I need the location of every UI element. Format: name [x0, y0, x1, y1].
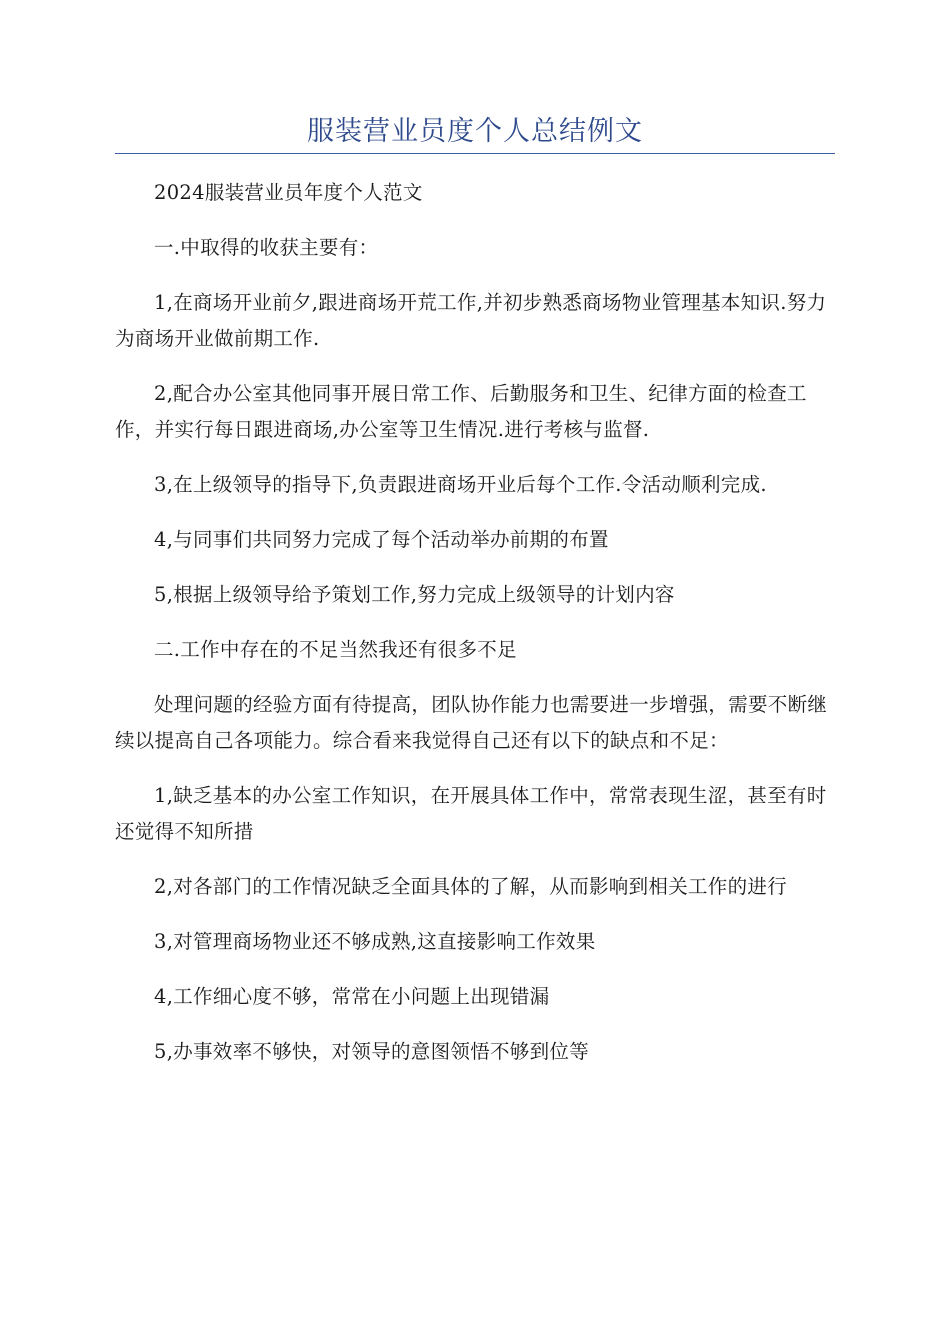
paragraph-gain-5: 5,根据上级领导给予策划工作,努力完成上级领导的计划内容 — [154, 583, 675, 606]
document-title: 服装营业员度个人总结例文 — [307, 116, 643, 147]
paragraph-shortcoming-1: 1,缺乏基本的办公室工作知识，在开展具体工作中，常常表现生涩，甚至有时还觉得不知所措 — [115, 784, 827, 843]
paragraph-gain-3: 3,在上级领导的指导下,负责跟进商场开业后每个工作.令活动顺利完成. — [154, 473, 767, 496]
paragraph-gain-2: 2,配合办公室其他同事开展日常工作、后勤服务和卫生、纪律方面的检查工作，并实行每日跟进商场,办公室等卫生情况.进行考核与监督. — [115, 382, 807, 441]
paragraph-gain-4: 4,与同事们共同努力完成了每个活动举办前期的布置 — [154, 528, 609, 551]
title-underline — [115, 153, 835, 154]
paragraph-shortcoming-5: 5,办事效率不够快，对领导的意图领悟不够到位等 — [154, 1040, 590, 1063]
paragraph-shortcomings-intro: 处理问题的经验方面有待提高，团队协作能力也需要进一步增强，需要不断继续以提高自己各项能力。综合看来我觉得自己还有以下的缺点和不足： — [115, 693, 828, 752]
paragraph-gain-1: 1,在商场开业前夕,跟进商场开荒工作,并初步熟悉商场物业管理基本知识.努力为商场开业做前期工作. — [115, 291, 827, 350]
paragraph-shortcoming-3: 3,对管理商场物业还不够成熟,这直接影响工作效果 — [154, 930, 596, 953]
paragraph-shortcoming-4: 4,工作细心度不够，常常在小问题上出现错漏 — [154, 985, 550, 1008]
document-body — [115, 175, 833, 1089]
paragraph-subtitle: 2024服装营业员年度个人范文 — [154, 181, 423, 204]
paragraph-section-2-heading: 二.工作中存在的不足当然我还有很多不足 — [154, 638, 517, 661]
paragraph-shortcoming-2: 2,对各部门的工作情况缺乏全面具体的了解，从而影响到相关工作的进行 — [154, 875, 788, 898]
paragraph-section-1-heading: 一.中取得的收获主要有： — [154, 236, 379, 259]
